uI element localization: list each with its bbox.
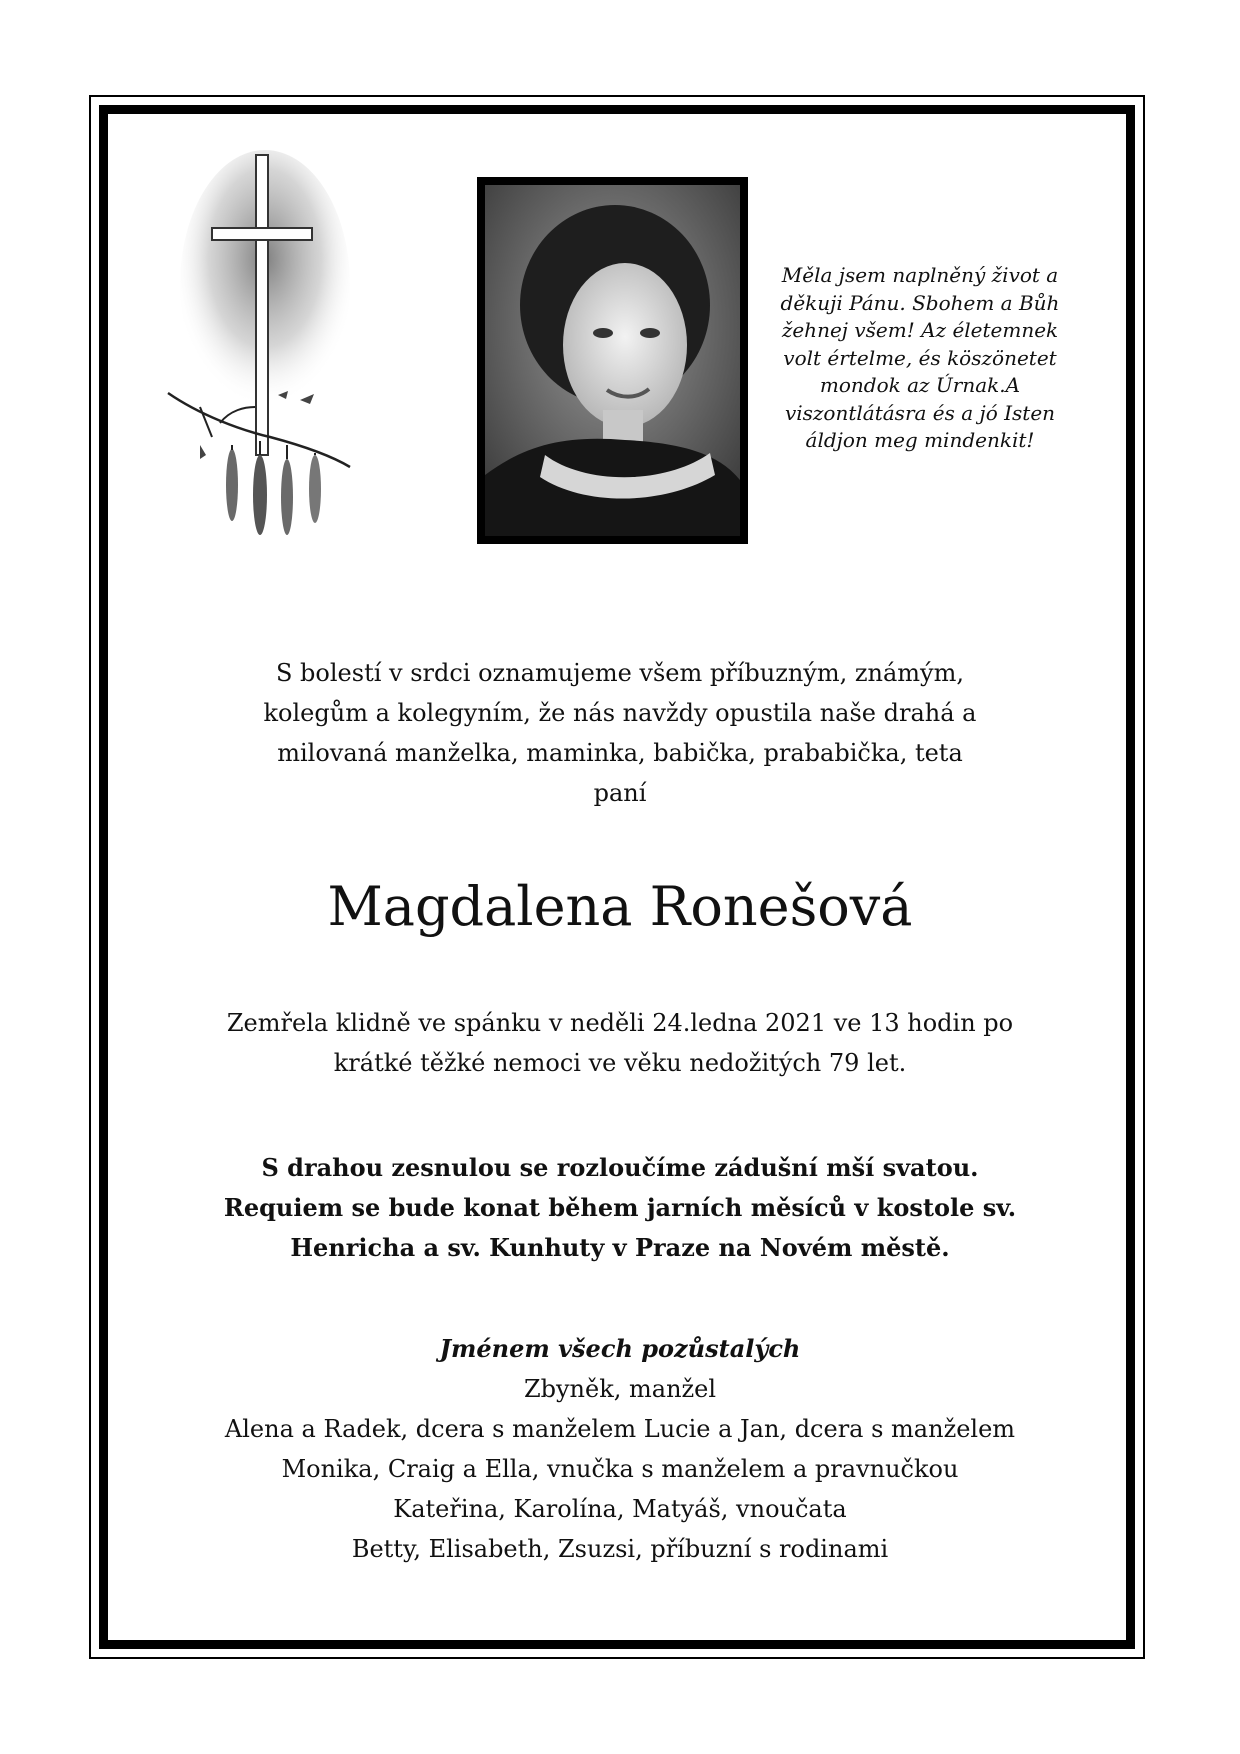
requiem-mass-text: S drahou zesnulou se rozloučíme zádušní mší svatou. Requiem se bude konat během jarních měsíců v kostole sv. Henricha a sv. Kunhuty v Praze na Novém městě. (223, 1153, 1017, 1262)
mourner-line: Kateřina, Karolína, Matyáš, vnoučata (393, 1495, 847, 1523)
mourner-line: Alena a Radek, dcera s manželem Lucie a Jan, dcera s manželem (224, 1415, 1016, 1443)
farewell-quote: Měla jsem naplněný život a děkuji Pánu. Sbohem a Bůh žehnej všem! Az életemnek volt értelme, és köszönetet mondok az Úrnak.A viszontlátásra és a jó Isten áldjon meg mindenkit! (780, 263, 1060, 452)
cross-with-wheat-icon (160, 145, 360, 565)
deceased-name: Magdalena Ronešová (327, 875, 913, 938)
mourners-list (150, 1369, 1090, 1569)
death-notice-text: Zemřela klidně ve spánku v neděli 24.ledna 2021 ve 13 hodin po krátké těžké nemoci ve věku nedožitých 79 let. (226, 1009, 1014, 1077)
mourner-line: Zbyněk, manžel (523, 1375, 717, 1403)
mourner-line: Monika, Craig a Ella, vnučka s manželem a pravnučkou (281, 1455, 959, 1483)
portrait-photo (477, 177, 748, 544)
mourner-line: Betty, Elisabeth, Zsuzsi, příbuzní s rodinami (351, 1535, 889, 1563)
announcement-text: S bolestí v srdci oznamujeme všem příbuzným, známým, kolegům a kolegyním, že nás navždy opustila naše drahá a milovaná manželka, maminka, babička, prababička, teta paní (263, 659, 977, 807)
signature-heading: Jménem všech pozůstalých (439, 1334, 801, 1363)
